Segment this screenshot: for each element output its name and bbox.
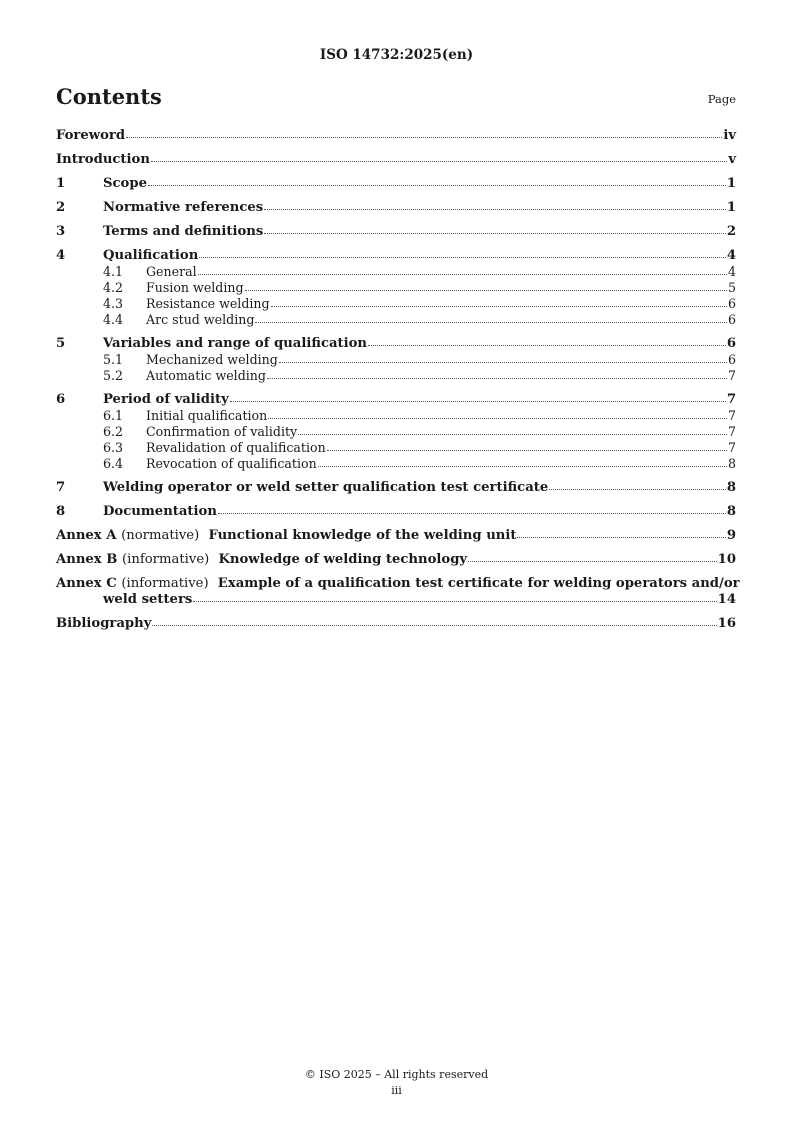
toc-entry-5-2[interactable]: 5.2 Automatic welding 7	[103, 368, 736, 383]
contents-title: Contents	[56, 84, 162, 109]
copyright-notice: © ISO 2025 – All rights reserved	[304, 1068, 489, 1081]
page-number: iii	[391, 1084, 402, 1097]
toc-entry-clause-5[interactable]: 5 Variables and range of qualification 6	[56, 336, 736, 351]
toc-entry-annex-c-cont[interactable]: weld setters 14	[103, 592, 736, 607]
toc-entry-annex-c[interactable]: Annex C (informative) Example of a qualification test certificate for welding operators and/or	[56, 576, 740, 591]
toc-entry-introduction[interactable]: Introduction v	[56, 152, 736, 167]
toc-entry-6-4[interactable]: 6.4 Revocation of qualification 8	[103, 456, 736, 471]
toc-entry-clause-3[interactable]: 3 Terms and definitions 2	[56, 224, 736, 239]
toc-entry-foreword[interactable]: Foreword iv	[56, 128, 736, 143]
document-header: ISO 14732:2025(en)	[319, 47, 474, 63]
toc-entry-4-4[interactable]: 4.4 Arc stud welding 6	[103, 312, 736, 327]
toc-entry-clause-7[interactable]: 7 Welding operator or weld setter qualification test certificate 8	[56, 480, 736, 495]
toc-entry-clause-6[interactable]: 6 Period of validity 7	[56, 392, 736, 407]
toc-entry-6-3[interactable]: 6.3 Revalidation of qualification 7	[103, 440, 736, 455]
toc-entry-clause-2[interactable]: 2 Normative references 1	[56, 200, 736, 215]
toc-entry-clause-4[interactable]: 4 Qualification 4	[56, 248, 736, 263]
toc-entry-6-1[interactable]: 6.1 Initial qualification 7	[103, 408, 736, 423]
toc-entry-4-3[interactable]: 4.3 Resistance welding 6	[103, 296, 736, 311]
toc-entry-annex-a[interactable]: Annex A (normative) Functional knowledge of the welding unit 9	[56, 528, 736, 543]
toc-entry-5-1[interactable]: 5.1 Mechanized welding 6	[103, 352, 736, 367]
toc-entry-clause-8[interactable]: 8 Documentation 8	[56, 504, 736, 519]
page-footer	[0, 1067, 793, 1099]
page-column-label: Page	[707, 92, 736, 106]
table-of-contents	[56, 128, 740, 632]
toc-entry-6-2[interactable]: 6.2 Confirmation of validity 7	[103, 424, 736, 439]
toc-entry-annex-b[interactable]: Annex B (informative) Knowledge of welding technology 10	[56, 552, 736, 567]
toc-entry-4-1[interactable]: 4.1 General 4	[103, 264, 736, 279]
toc-entry-bibliography[interactable]: Bibliography 16	[56, 616, 736, 631]
toc-entry-4-2[interactable]: 4.2 Fusion welding 5	[103, 280, 736, 295]
toc-entry-clause-1[interactable]: 1 Scope 1	[56, 176, 736, 191]
